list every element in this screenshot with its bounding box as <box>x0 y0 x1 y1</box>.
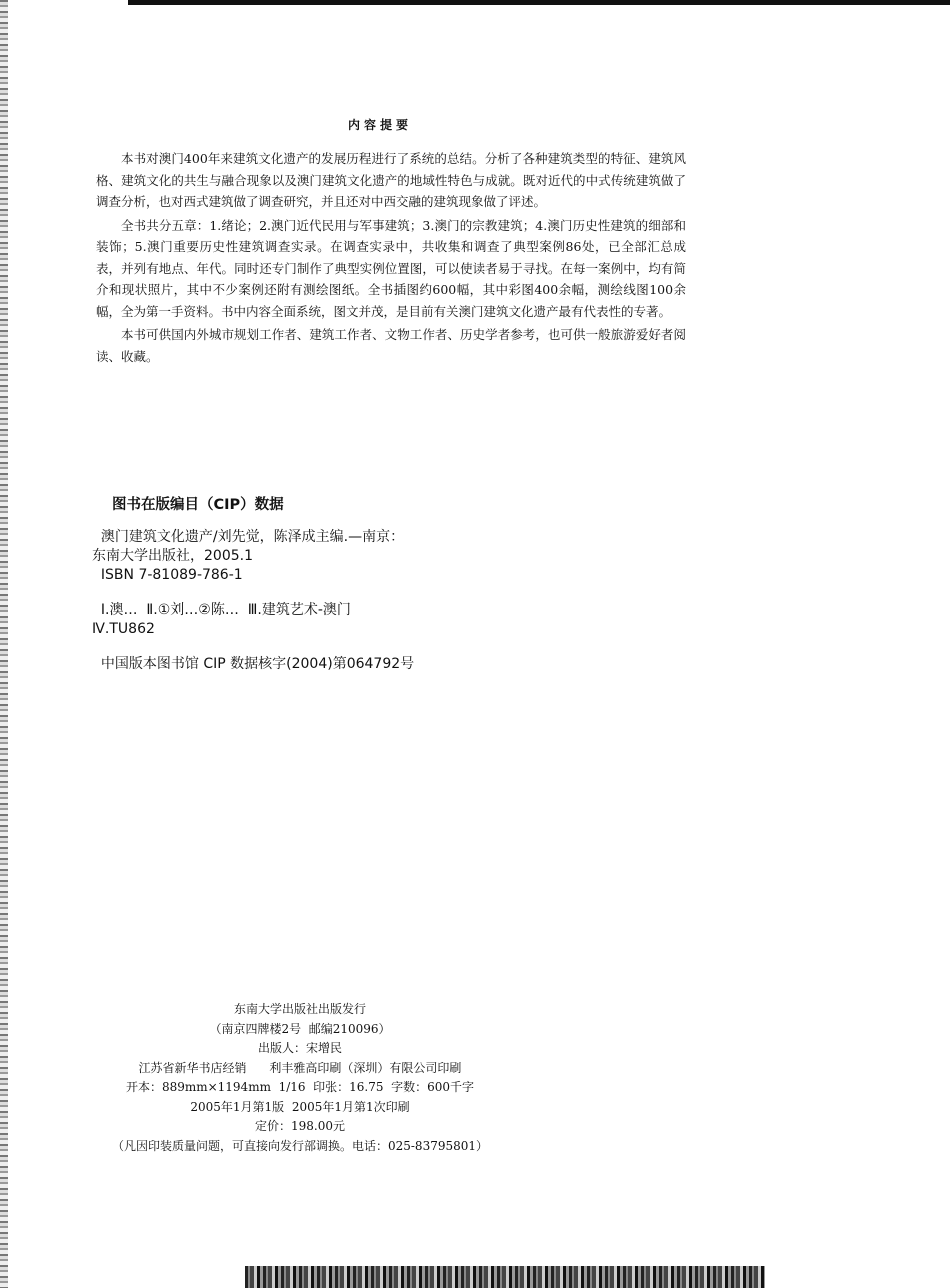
summary-paragraph: 本书可供国内外城市规划工作者、建筑工作者、文物工作者、历史学者参考，也可供一般旅游爱好者阅读、收藏。 <box>96 327 686 364</box>
cip-line: Ⅳ.TU862 <box>92 621 155 637</box>
cip-line: 澳门建筑文化遗产/刘先觉，陈泽成主编.—南京： <box>92 529 405 545</box>
cip-heading: 图书在版编目（CIP）数据 <box>112 497 284 513</box>
scan-top-border <box>128 0 950 5</box>
summary-body <box>96 148 686 369</box>
scan-bottom-strip <box>245 1266 765 1288</box>
summary-paragraph: 本书对澳门400年来建筑文化遗产的发展历程进行了系统的总结。分析了各种建筑类型的特征、建筑风格、建筑文化的共生与融合现象以及澳门建筑文化遗产的地域性特色与成就。既对近代的中式传统建筑做了调查分析，也对西式建筑做了调查研究，并且还对中西交融的建筑现象做了评述。 <box>96 151 686 209</box>
cip-record <box>92 528 414 674</box>
cip-line: 东南大学出版社，2005.1 <box>92 548 253 564</box>
colophon-line: （南京四牌楼2号 邮编210096） <box>209 1021 391 1036</box>
colophon-line: 东南大学出版社出版发行 <box>233 1002 366 1016</box>
colophon-line: 江苏省新华书店经销 利丰雅高印刷（深圳）有限公司印刷 <box>138 1060 462 1075</box>
cip-line: Ⅰ.澳… Ⅱ.①刘…②陈… Ⅲ.建筑艺术-澳门 <box>92 602 351 618</box>
summary-title: 内容提要 <box>347 118 412 132</box>
colophon-line: 2005年1月第1版 2005年1月第1次印刷 <box>190 1099 410 1114</box>
colophon-line: 定价：198.00元 <box>255 1119 345 1133</box>
scan-left-edge <box>0 0 8 1288</box>
cip-line: ISBN 7-81089-786-1 <box>92 567 243 583</box>
colophon-line: （凡因印装质量问题，可直接向发行部调换。电话：025-83795801） <box>111 1138 489 1153</box>
colophon-line: 开本：889mm×1194mm 1/16 印张：16.75 字数：600千字 <box>125 1080 475 1094</box>
cip-spacer <box>92 585 414 601</box>
summary-paragraph: 全书共分五章：1.绪论；2.澳门近代民用与军事建筑；3.澳门的宗教建筑；4.澳门历史性建筑的细部和装饰；5.澳门重要历史性建筑调查实录。在调查实录中，共收集和调查了典型案例86处，已全部汇总成表，并列有地点、年代。同时还专门制作了典型实例位置图，可以使读者易于寻找。在每一案例中，均有简介和现状照片，其中不少案例还附有测绘图纸。全书插图约600幅，其中彩图400余幅，测绘线图100余幅，全为第一手资料。书中内容全面系统，图文并茂，是目前有关澳门建筑文化遗产最有代表性的专著。 <box>96 217 686 319</box>
colophon-line: 出版人：宋增民 <box>257 1041 342 1055</box>
colophon <box>90 1000 510 1156</box>
cip-line: 中国版本图书馆 CIP 数据核字(2004)第064792号 <box>92 656 415 672</box>
cip-spacer <box>92 639 414 655</box>
